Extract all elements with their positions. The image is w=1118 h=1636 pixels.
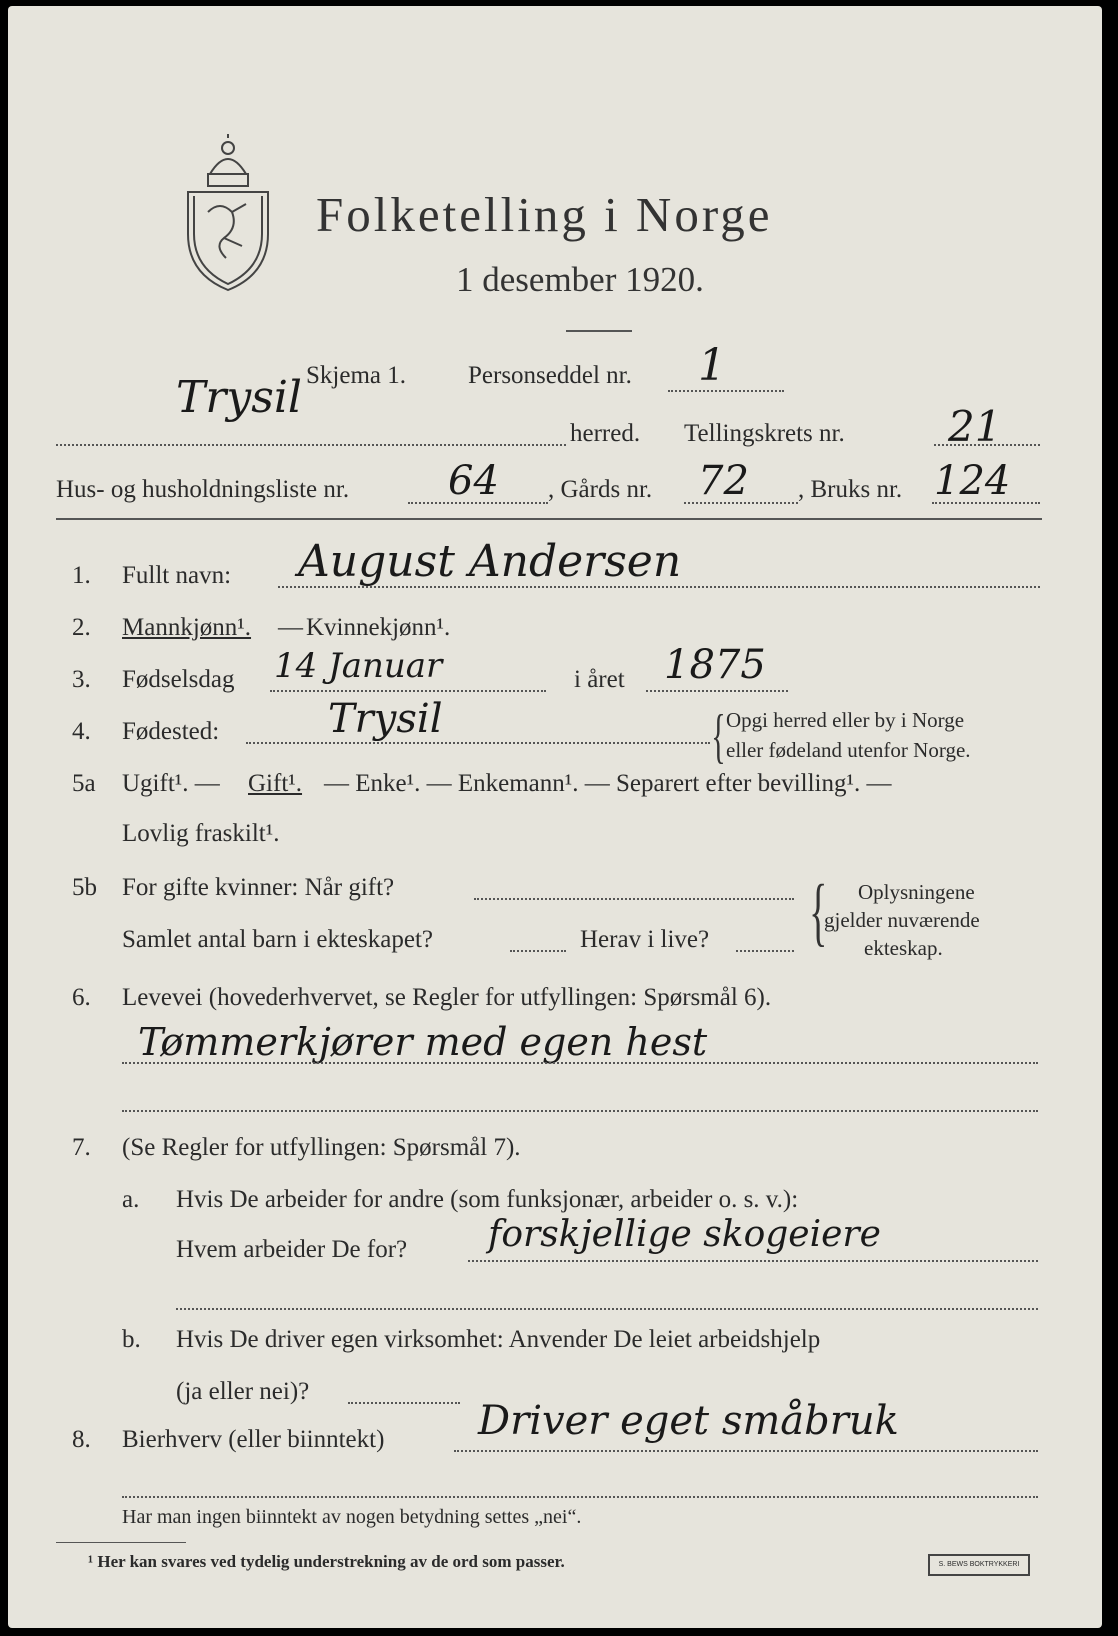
q5b-live-label: Herav i live?	[580, 926, 710, 953]
q4-line	[246, 742, 710, 744]
personseddel-label: Personseddel nr.	[468, 362, 632, 389]
herred-label: herred.	[570, 420, 641, 447]
bruks-label: , Bruks nr.	[798, 476, 903, 503]
coat-of-arms-icon	[180, 134, 276, 294]
footnote: ¹ Her kan svares ved tydelig understrekning av de ord som passer.	[88, 1552, 565, 1571]
census-form-page	[8, 6, 1102, 1628]
q7-label: (Se Regler for utfyllingen: Spørsmål 7).	[122, 1134, 521, 1161]
q5a-fraskilt-option: Lovlig fraskilt¹.	[122, 820, 280, 847]
q6-number: 6.	[72, 984, 91, 1011]
q5a-other-options: — Enke¹. — Enkemann¹. — Separert efter bevilling¹. —	[324, 770, 892, 797]
census-date: 1 desember 1920.	[456, 260, 704, 299]
q7b-number: b.	[122, 1326, 141, 1353]
gards-label: , Gårds nr.	[548, 476, 653, 503]
q2-number: 2.	[72, 614, 91, 641]
q7a-label: Hvis De arbeider for andre (som funksjonær, arbeider o. s. v.):	[176, 1186, 799, 1213]
q7a-line2	[176, 1308, 1038, 1310]
q6-value: Tømmerkjører med egen hest	[138, 1020, 708, 1064]
personseddel-line	[668, 390, 784, 392]
q5b-note-line3: ekteskap.	[864, 936, 943, 960]
tellingskrets-label: Tellingskrets nr.	[684, 420, 845, 447]
q5a-number: 5a	[72, 770, 96, 797]
biinntekt-note: Har man ingen biinntekt av nogen betydning settes „nei“.	[122, 1506, 582, 1528]
q4-value: Trysil	[328, 696, 443, 742]
q5a-gift-option: Gift¹.	[248, 770, 303, 797]
q3-line	[270, 690, 546, 692]
title-divider	[566, 330, 632, 332]
q3-year-value: 1875	[664, 642, 766, 688]
q6-line2	[122, 1110, 1038, 1112]
q5b-barn-label: Samlet antal barn i ekteskapet?	[122, 926, 433, 953]
q3-number: 3.	[72, 666, 91, 693]
q5a-ugift-option: Ugift¹. —	[122, 770, 220, 797]
q2-female-option: Kvinnekjønn¹.	[306, 614, 451, 641]
q5b-line	[474, 898, 794, 900]
header-rule	[56, 518, 1042, 520]
q1-number: 1.	[72, 562, 91, 589]
tellingskrets-value: 21	[948, 402, 1002, 451]
q5b-brace: {	[809, 870, 828, 954]
q5b-note-line2: gjelder nuværende	[824, 908, 980, 932]
q7b-label: Hvis De driver egen virksomhet: Anvender De leiet arbeidshjelp	[176, 1326, 821, 1353]
q3-label: Fødselsdag	[122, 666, 235, 693]
footnote-rule	[56, 1542, 186, 1543]
q7a-employer-value: forskjellige skogeiere	[488, 1214, 881, 1255]
q5b-live-line	[736, 950, 794, 952]
q1-label: Fullt navn:	[122, 562, 232, 589]
q8-line2	[122, 1496, 1038, 1498]
q8-number: 8.	[72, 1426, 91, 1453]
q5b-barn-line	[510, 950, 566, 952]
q4-label: Fødested:	[122, 718, 220, 745]
q8-line	[454, 1450, 1038, 1452]
q2-male-option: Mannkjønn¹.	[122, 614, 252, 641]
q4-note-line1: Opgi herred eller by i Norge	[726, 708, 965, 732]
q3-value: 14 Januar	[274, 646, 443, 686]
q1-value: August Andersen	[298, 536, 682, 587]
hus-label: Hus- og husholdningsliste nr.	[56, 476, 350, 503]
q4-brace: {	[711, 703, 726, 769]
q5b-number: 5b	[72, 874, 97, 901]
q6-line1	[122, 1062, 1038, 1064]
q8-label: Bierhverv (eller biinntekt)	[122, 1426, 385, 1453]
q7b-janei-label: (ja eller nei)?	[176, 1378, 310, 1405]
q5b-note-line1: Oplysningene	[858, 880, 975, 904]
skjema-label: Skjema 1.	[306, 362, 406, 389]
q8-value: Driver eget småbruk	[478, 1398, 899, 1444]
hus-value: 64	[448, 458, 499, 504]
printer-stamp: S. BEWS BOKTRYKKERI	[928, 1554, 1030, 1576]
q3-year-label: i året	[574, 666, 625, 693]
page-title: Folketelling i Norge	[316, 187, 773, 242]
q4-number: 4.	[72, 718, 91, 745]
herred-line	[56, 444, 566, 446]
bruks-value: 124	[934, 458, 1011, 504]
q4-note-line2: eller fødeland utenfor Norge.	[726, 738, 971, 762]
q6-label: Levevei (hovederhvervet, se Regler for utfyllingen: Spørsmål 6).	[122, 984, 772, 1011]
gards-value: 72	[698, 458, 749, 504]
q7a-employer-line	[468, 1260, 1038, 1262]
q5b-label: For gifte kvinner: Når gift?	[122, 874, 395, 901]
q7b-janei-line	[348, 1402, 460, 1404]
personseddel-value: 1	[698, 340, 726, 391]
q3-year-line	[646, 690, 788, 692]
q7-number: 7.	[72, 1134, 91, 1161]
q7a-number: a.	[122, 1186, 140, 1213]
q2-separator: —	[278, 614, 303, 641]
q7a-employer-label: Hvem arbeider De for?	[176, 1236, 408, 1263]
herred-value: Trysil	[176, 372, 302, 423]
